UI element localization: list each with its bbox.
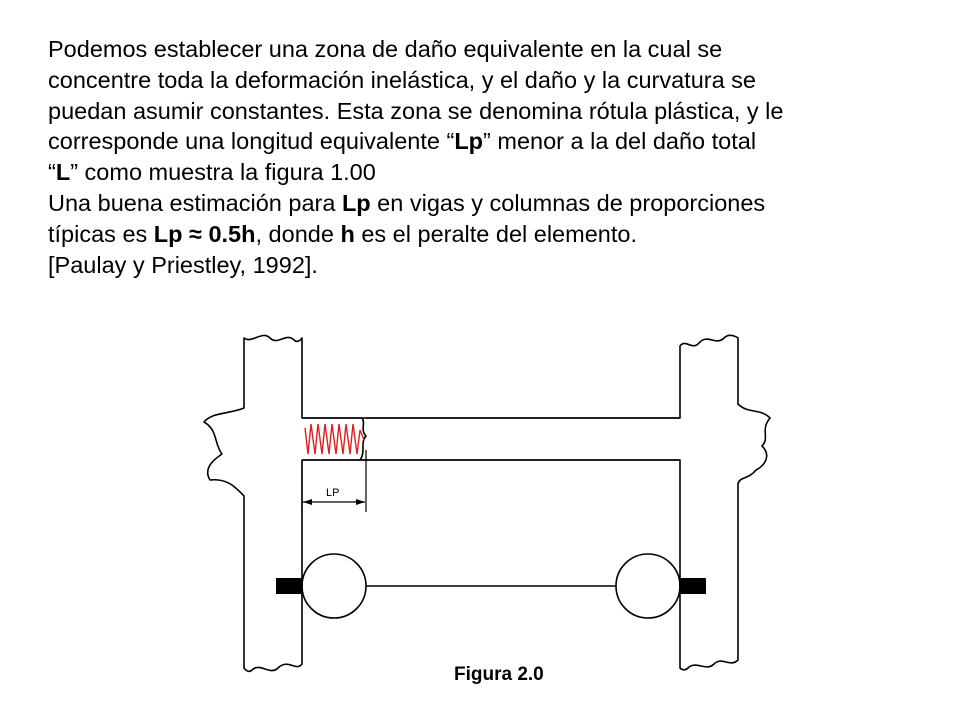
text-run: Una buena estimación para bbox=[48, 189, 342, 216]
paragraph-line-1: Podemos establecer una zona de daño equivalente en la cual se bbox=[48, 36, 723, 62]
dimension-label: LP bbox=[326, 487, 340, 499]
dimension-arrow-left bbox=[303, 499, 312, 505]
text-run: corresponde una longitud equivalente “ bbox=[48, 128, 455, 155]
left-fixed-support bbox=[276, 578, 303, 594]
text-run: “ bbox=[48, 159, 56, 186]
dimension-arrow-right bbox=[356, 499, 365, 505]
paragraph-line-3: puedan asumir constantes. Esta zona se denomina rótula plástica, y le bbox=[48, 97, 784, 124]
text-run: es el peralte del elemento. bbox=[354, 220, 637, 247]
left-hinge-circle bbox=[302, 554, 366, 618]
paragraph-line-2: concentre toda la deformación inelástica, y el daño y la curvatura se bbox=[48, 66, 757, 93]
bold-term-lp: Lp bbox=[454, 128, 484, 155]
left-column-outline bbox=[204, 335, 366, 671]
right-hinge-circle bbox=[616, 554, 680, 618]
bold-term-l: L bbox=[55, 159, 71, 186]
paragraph-line-8: [Paulay y Priestley, 1992]. bbox=[48, 251, 318, 278]
text-run: en vigas y columnas de proporciones bbox=[370, 189, 766, 216]
text-run: , donde bbox=[255, 220, 341, 247]
figure-caption: Figura 2.0 bbox=[454, 664, 544, 685]
text-run: ” como muestra la figura 1.00 bbox=[70, 159, 376, 186]
bold-formula: Lp ≈ 0.5h bbox=[153, 220, 256, 247]
right-column-outline bbox=[360, 335, 770, 669]
right-fixed-support bbox=[679, 578, 706, 594]
bold-term-h: h bbox=[340, 220, 355, 247]
plastic-hinge-spring bbox=[305, 424, 364, 454]
bold-term-lp: Lp bbox=[341, 189, 371, 216]
text-run: ” menor a la del daño total bbox=[483, 128, 757, 155]
text-run: típicas es bbox=[48, 220, 154, 247]
